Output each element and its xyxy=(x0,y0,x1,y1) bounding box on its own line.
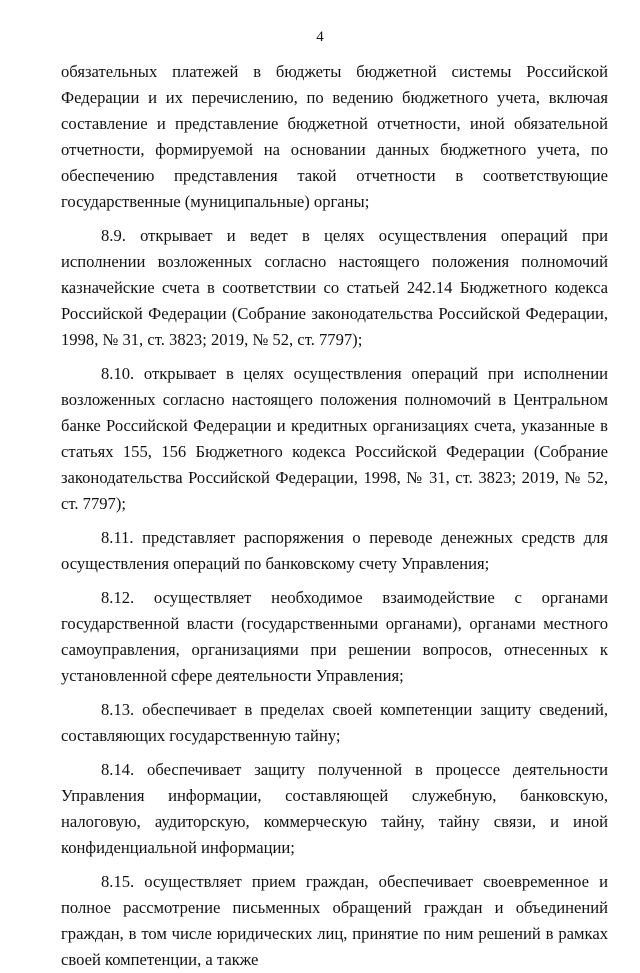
paragraph-8-14: 8.14. обеспечивает защиту полученной в процессе деятельности Управления информации, составляющей служебную, банковскую, налоговую, аудиторскую, коммерческую тайну, тайну связи, и иной конфиденциальной информации; xyxy=(61,760,608,857)
paragraph-8-15: 8.15. осуществляет прием граждан, обеспечивает своевременное и полное рассмотрение письменных обращений граждан и объединений граждан, в том числе юридических лиц, принятие по ним решений в рамках своей компетенции, а также xyxy=(61,872,608,969)
paragraph-8-9: 8.9. открывает и ведет в целях осуществления операций при исполнении возложенных согласно настоящего положения полномочий казначейские счета в соответствии со статьей 242.14 Бюджетного кодекса Российской Федерации (Собрание законодательства Российской Федерации, 1998, № 31, ст. 3823; 2019, № 52, ст. 7797); xyxy=(61,226,608,349)
paragraph-8-12: 8.12. осуществляет необходимое взаимодействие с органами государственной власти (государственными органами), органами местного самоуправления, организациями при решении вопросов, отнесенных к установленной сфере деятельности Управления; xyxy=(61,588,608,685)
page-number: 4 xyxy=(316,29,324,45)
paragraph-8-13: 8.13. обеспечивает в пределах своей компетенции защиту сведений, составляющих государственную тайну; xyxy=(61,700,608,745)
paragraph-8-10: 8.10. открывает в целях осуществления операций при исполнении возложенных согласно настоящего положения полномочий в Центральном банке Российской Федерации и кредитных организациях счета, указанные в статьях 155, 156 Бюджетного кодекса Российской Федерации (Собрание законодательства Российской Федерации, 1998, № 31, ст. 3823; 2019, № 52, ст. 7797); xyxy=(61,364,608,513)
paragraph-8-11: 8.11. представляет распоряжения о переводе денежных средств для осуществления операций по банковскому счету Управления; xyxy=(61,528,608,573)
document-body xyxy=(61,59,608,973)
paragraph-continuation: обязательных платежей в бюджеты бюджетной системы Российской Федерации и их перечислению, по ведению бюджетного учета, включая составление и представление бюджетной отчетности, иной обязательной отчетности, формируемой на основании данных бюджетного учета, по обеспечению представления такой отчетности в соответствующие государственные (муниципальные) органы; xyxy=(61,62,608,211)
